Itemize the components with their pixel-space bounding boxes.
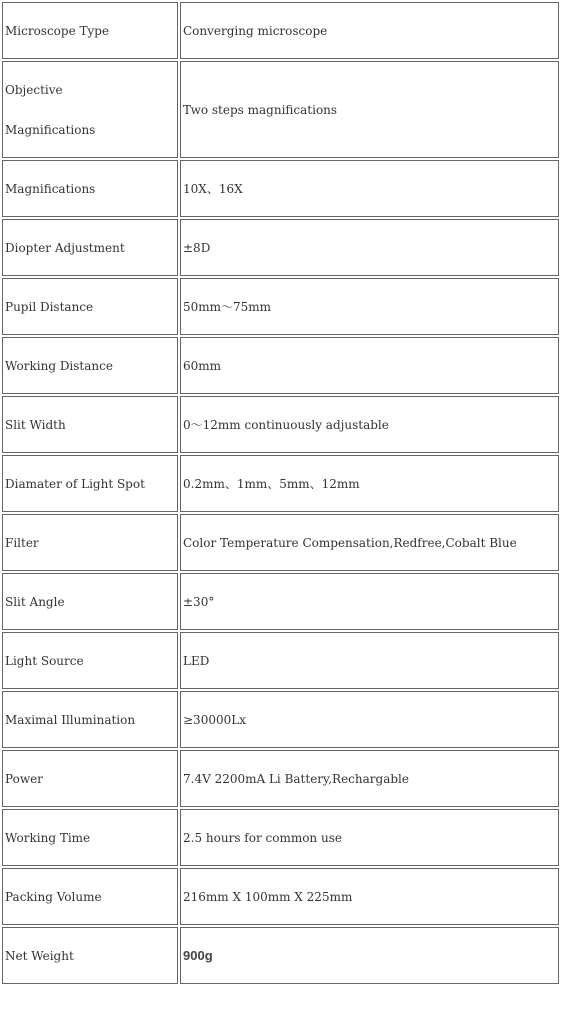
- spec-label: Pupil Distance: [2, 278, 178, 335]
- table-row: [2, 632, 559, 689]
- spec-value: 7.4V 2200mA Li Battery,Rechargable: [180, 750, 559, 807]
- spec-label: Slit Width: [2, 396, 178, 453]
- spec-value: Two steps magnifications: [180, 61, 559, 158]
- spec-label: Diamater of Light Spot: [2, 455, 178, 512]
- table-row: [2, 927, 559, 984]
- spec-value: 60mm: [180, 337, 559, 394]
- spec-label: Magnifications: [2, 160, 178, 217]
- spec-label: Slit Angle: [2, 573, 178, 630]
- table-row: [2, 691, 559, 748]
- spec-label-line: Magnifications: [5, 122, 96, 137]
- spec-label: Filter: [2, 514, 178, 571]
- spec-label: Packing Volume: [2, 868, 178, 925]
- table-row: [2, 455, 559, 512]
- spec-value: ±30°: [180, 573, 559, 630]
- table-row: [2, 337, 559, 394]
- spec-value: 0～12mm continuously adjustable: [180, 396, 559, 453]
- spec-value: ±8D: [180, 219, 559, 276]
- table-row: [2, 160, 559, 217]
- table-row: [2, 396, 559, 453]
- spec-value: 0.2mm、1mm、5mm、12mm: [180, 455, 559, 512]
- spec-value: 10X、16X: [180, 160, 559, 217]
- spec-label: Light Source: [2, 632, 178, 689]
- spec-value: 2.5 hours for common use: [180, 809, 559, 866]
- spec-value: Converging microscope: [180, 2, 559, 59]
- table-row: [2, 573, 559, 630]
- spec-label: Microscope Type: [2, 2, 178, 59]
- table-row: [2, 2, 559, 59]
- table-row: [2, 514, 559, 571]
- table-row: [2, 868, 559, 925]
- spec-label: Power: [2, 750, 178, 807]
- spec-value: ≥30000Lx: [180, 691, 559, 748]
- table-row: [2, 278, 559, 335]
- table-row: [2, 750, 559, 807]
- spec-label: Working Time: [2, 809, 178, 866]
- table-row: [2, 809, 559, 866]
- spec-value: [180, 927, 559, 984]
- spec-label-line: Objective: [5, 82, 63, 97]
- table-row: [2, 61, 559, 158]
- spec-value: 216mm X 100mm X 225mm: [180, 868, 559, 925]
- net-weight-value: 900g: [183, 947, 213, 963]
- spec-label: Maximal Illumination: [2, 691, 178, 748]
- spec-label: Net Weight: [2, 927, 178, 984]
- spec-value: 50mm～75mm: [180, 278, 559, 335]
- table-row: [2, 219, 559, 276]
- spec-value: LED: [180, 632, 559, 689]
- spec-value: Color Temperature Compensation,Redfree,Cobalt Blue: [180, 514, 559, 571]
- spec-label: Diopter Adjustment: [2, 219, 178, 276]
- spec-label: [2, 61, 178, 158]
- spec-label: Working Distance: [2, 337, 178, 394]
